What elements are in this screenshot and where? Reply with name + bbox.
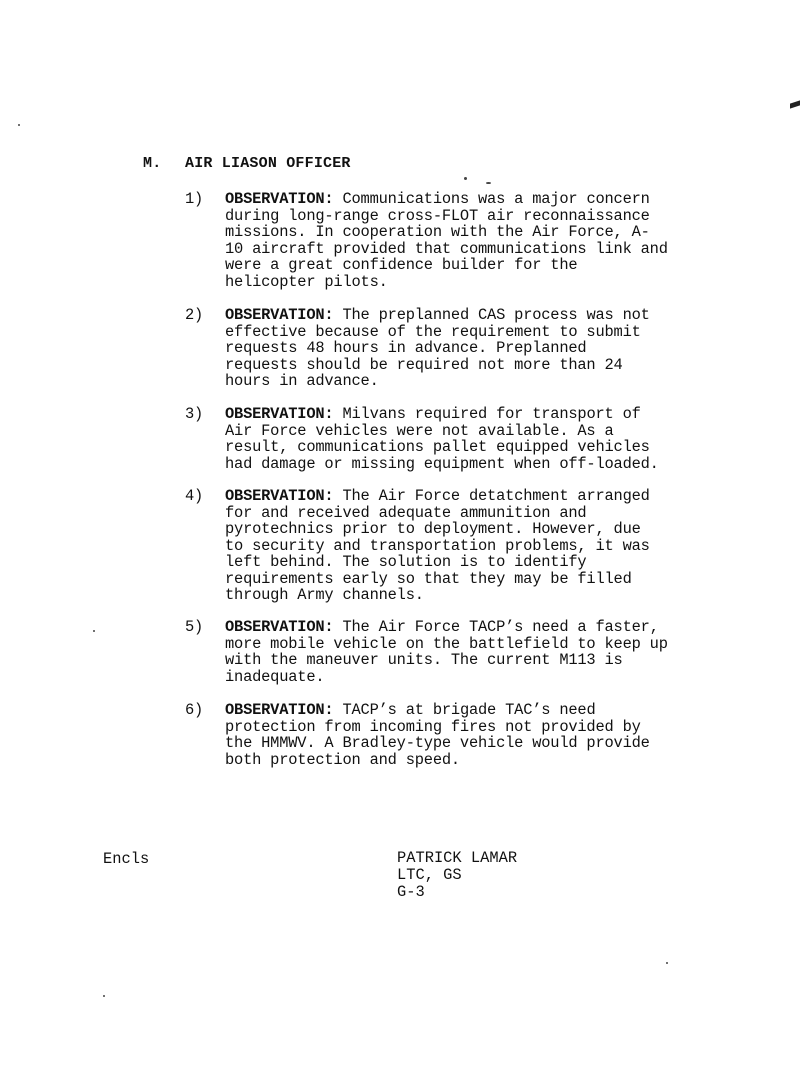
observation-label: OBSERVATION: bbox=[225, 405, 334, 423]
observation-label: OBSERVATION: bbox=[225, 701, 334, 719]
observation-item bbox=[185, 307, 745, 390]
observation-number: 6) bbox=[185, 701, 204, 719]
observation-item bbox=[185, 488, 745, 604]
signature-block bbox=[397, 850, 517, 901]
scan-speck bbox=[93, 630, 95, 632]
observation-text: TACP’s at brigade TAC’s need protection from incoming fires not provided by the HMMWV. A Bradley-type vehicle would provide both protection and speed. bbox=[225, 701, 650, 769]
observation-number: 5) bbox=[185, 618, 204, 636]
observation-number: 1) bbox=[185, 190, 204, 208]
scan-speck bbox=[464, 177, 467, 180]
observation-item bbox=[185, 702, 745, 768]
signature-rank: LTC, GS bbox=[397, 866, 462, 884]
observation-label: OBSERVATION: bbox=[225, 190, 334, 208]
observation-text: The Air Force detatchment arranged for and received adequate ammunition and pyrotechnics prior to deployment. However, due to security and transportation problems, it was left behind. The solution is to identify requirements early so that they may be filled through Army channels. bbox=[225, 487, 650, 604]
observation-text: Communications was a major concern during long-range cross-FLOT air reconnaissance missions. In cooperation with the Air Force, A- 10 aircraft provided that communications link and were a great confidence builder for the helicopter pilots. bbox=[225, 190, 668, 291]
scan-speck bbox=[666, 962, 668, 964]
observation-label: OBSERVATION: bbox=[225, 306, 334, 324]
section-letter: M. bbox=[143, 155, 162, 172]
signature-name: PATRICK LAMAR bbox=[397, 849, 518, 867]
scan-speck bbox=[103, 995, 105, 997]
observation-item bbox=[185, 406, 745, 472]
section-heading bbox=[143, 155, 351, 172]
observation-text: The Air Force TACP’s need a faster, more mobile vehicle on the battlefield to keep up with the maneuver units. The current M113 is inadequate. bbox=[225, 618, 668, 686]
observation-label: OBSERVATION: bbox=[225, 618, 334, 636]
scan-speck bbox=[18, 124, 20, 126]
observation-text: The preplanned CAS process was not effective because of the requirement to submit requests 48 hours in advance. Preplanned requests should be required not more than 24 hours in advance. bbox=[225, 306, 650, 390]
observation-text: Milvans required for transport of Air Force vehicles were not available. As a result, communications pallet equipped vehicles had damage or missing equipment when off-loaded. bbox=[225, 405, 659, 473]
scan-speck bbox=[486, 182, 491, 184]
observation-number: 3) bbox=[185, 405, 204, 423]
signature-office: G-3 bbox=[397, 883, 425, 901]
enclosure-label: Encls bbox=[103, 850, 150, 868]
section-title: AIR LIASON OFFICER bbox=[185, 155, 351, 172]
observation-number: 2) bbox=[185, 306, 204, 324]
scan-mark bbox=[790, 100, 800, 108]
observation-item bbox=[185, 191, 745, 290]
observation-label: OBSERVATION: bbox=[225, 487, 334, 505]
observation-number: 4) bbox=[185, 487, 204, 505]
observation-item bbox=[185, 619, 745, 685]
